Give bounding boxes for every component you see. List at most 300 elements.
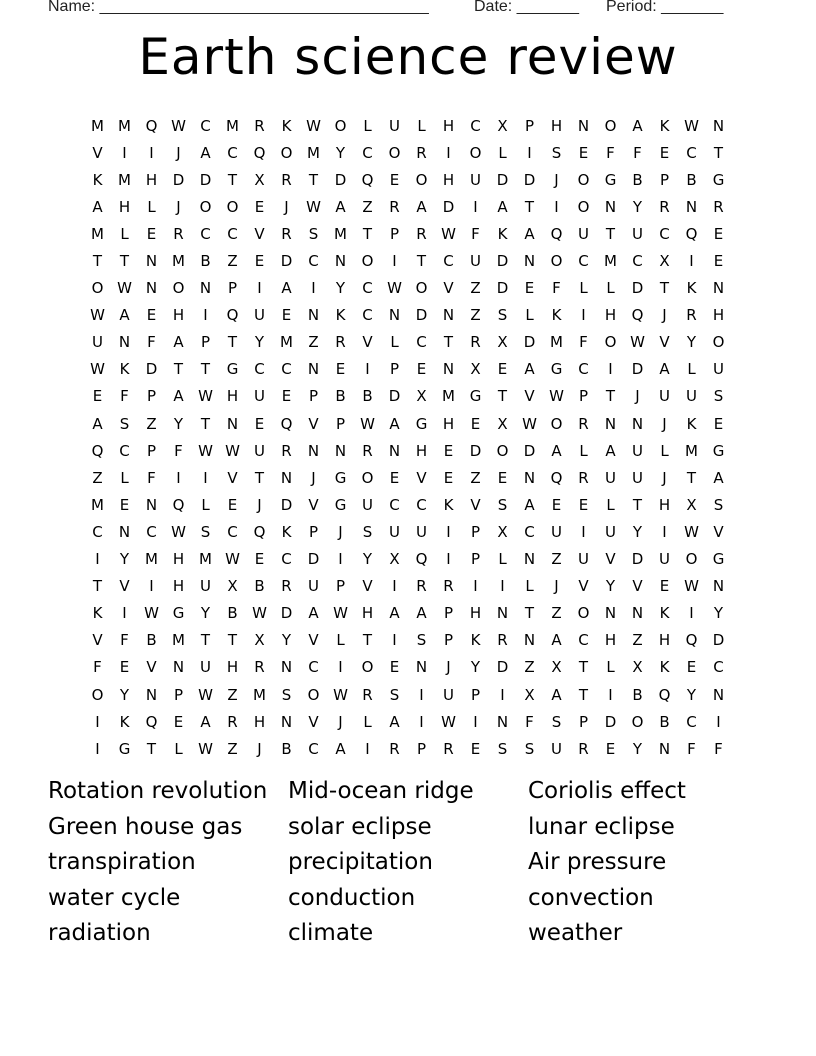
grid-letter: I bbox=[554, 197, 559, 216]
grid-letter: N bbox=[172, 658, 185, 677]
grid-letter: U bbox=[254, 441, 265, 460]
grid-letter: J bbox=[338, 522, 343, 541]
word-list-item: Rotation revolution bbox=[48, 778, 268, 804]
grid-letter: N bbox=[604, 604, 617, 623]
grid-letter: I bbox=[176, 468, 181, 487]
grid-letter: A bbox=[200, 712, 211, 731]
grid-letter: H bbox=[226, 387, 239, 406]
grid-letter: T bbox=[227, 631, 238, 650]
grid-letter: N bbox=[145, 279, 158, 298]
grid-letter: M bbox=[91, 224, 104, 243]
grid-letter: M bbox=[604, 252, 617, 271]
grid-letter: E bbox=[119, 658, 130, 677]
grid-letter: D bbox=[145, 360, 158, 379]
grid-letter: C bbox=[200, 224, 211, 243]
grid-letter: D bbox=[415, 306, 428, 325]
grid-letter: F bbox=[633, 143, 642, 162]
grid-letter: G bbox=[415, 414, 428, 433]
grid-letter: D bbox=[631, 279, 644, 298]
grid-letter: V bbox=[119, 577, 130, 596]
grid-letter: E bbox=[254, 197, 265, 216]
grid-letter: N bbox=[280, 468, 293, 487]
grid-letter: W bbox=[198, 739, 213, 758]
page-title: Earth science review bbox=[138, 28, 678, 86]
grid-letter: T bbox=[200, 631, 211, 650]
grid-letter: Z bbox=[470, 468, 481, 487]
grid-letter: E bbox=[92, 387, 103, 406]
word-list-item: solar eclipse bbox=[288, 813, 432, 840]
grid-letter: I bbox=[95, 739, 100, 758]
grid-letter: U bbox=[659, 387, 670, 406]
grid-letter: W bbox=[549, 387, 564, 406]
grid-letter: F bbox=[147, 333, 156, 352]
grid-letter: F bbox=[174, 441, 183, 460]
grid-letter: Y bbox=[362, 550, 373, 569]
grid-letter: B bbox=[254, 577, 265, 596]
grid-letter: A bbox=[524, 360, 535, 379]
grid-letter: E bbox=[416, 360, 427, 379]
grid-letter: H bbox=[604, 306, 617, 325]
grid-letter: I bbox=[257, 279, 262, 298]
grid-letter: T bbox=[362, 631, 373, 650]
grid-letter: D bbox=[523, 333, 536, 352]
grid-letter: D bbox=[307, 550, 320, 569]
grid-letter: O bbox=[685, 550, 698, 569]
grid-letter: I bbox=[392, 577, 397, 596]
grid-letter: B bbox=[632, 685, 643, 704]
grid-letter: T bbox=[713, 143, 724, 162]
grid-letter: B bbox=[200, 252, 211, 271]
grid-letter: R bbox=[281, 577, 292, 596]
grid-letter: V bbox=[254, 224, 265, 243]
grid-letter: E bbox=[713, 224, 724, 243]
grid-letter: X bbox=[659, 252, 670, 271]
grid-letter: T bbox=[227, 333, 238, 352]
grid-letter: V bbox=[578, 577, 589, 596]
grid-letter: I bbox=[419, 685, 424, 704]
grid-letter: N bbox=[334, 252, 347, 271]
grid-letter: C bbox=[308, 739, 319, 758]
grid-letter: P bbox=[470, 550, 481, 569]
grid-letter: V bbox=[362, 577, 373, 596]
grid-letter: A bbox=[524, 224, 535, 243]
grid-letter: M bbox=[91, 495, 104, 514]
grid-letter: F bbox=[579, 333, 588, 352]
grid-letter: S bbox=[308, 224, 319, 243]
grid-letter: N bbox=[388, 441, 401, 460]
grid-letter: L bbox=[147, 197, 156, 216]
grid-letter: S bbox=[497, 739, 508, 758]
grid-letter: K bbox=[497, 224, 508, 243]
grid-letter: N bbox=[523, 631, 536, 650]
grid-letter: O bbox=[226, 197, 239, 216]
grid-letter: F bbox=[471, 224, 480, 243]
grid-letter: O bbox=[469, 143, 482, 162]
grid-letter: H bbox=[226, 658, 239, 677]
grid-letter: V bbox=[713, 522, 724, 541]
grid-letter: E bbox=[254, 550, 265, 569]
grid-letter: S bbox=[200, 522, 211, 541]
grid-letter: U bbox=[92, 333, 103, 352]
grid-letter: U bbox=[713, 360, 724, 379]
grid-letter: T bbox=[173, 360, 184, 379]
grid-letter: V bbox=[146, 658, 157, 677]
grid-letter: U bbox=[632, 468, 643, 487]
grid-letter: W bbox=[198, 685, 213, 704]
grid-letter: K bbox=[92, 170, 103, 189]
grid-letter: V bbox=[92, 631, 103, 650]
grid-letter: E bbox=[497, 360, 508, 379]
grid-letter: T bbox=[200, 360, 211, 379]
grid-letter: H bbox=[118, 197, 131, 216]
grid-letter: Y bbox=[632, 739, 643, 758]
grid-letter: I bbox=[473, 197, 478, 216]
grid-letter: O bbox=[604, 333, 617, 352]
grid-letter: A bbox=[308, 604, 319, 623]
grid-letter: L bbox=[579, 279, 588, 298]
grid-letter: E bbox=[443, 468, 454, 487]
grid-letter: S bbox=[119, 414, 130, 433]
grid-letter: E bbox=[254, 414, 265, 433]
grid-letter: T bbox=[308, 170, 319, 189]
grid-letter: A bbox=[173, 333, 184, 352]
grid-letter: A bbox=[173, 387, 184, 406]
grid-letter: N bbox=[388, 306, 401, 325]
grid-letter: X bbox=[254, 631, 265, 650]
grid-letter: I bbox=[203, 468, 208, 487]
grid-letter: N bbox=[145, 685, 158, 704]
grid-letter: S bbox=[713, 387, 724, 406]
grid-letter: C bbox=[416, 495, 427, 514]
grid-letter: X bbox=[497, 116, 508, 135]
grid-letter: I bbox=[581, 522, 586, 541]
grid-letter: C bbox=[227, 224, 238, 243]
grid-letter: Y bbox=[632, 522, 643, 541]
grid-letter: Y bbox=[686, 685, 697, 704]
grid-letter: W bbox=[144, 604, 159, 623]
grid-letter: R bbox=[713, 197, 724, 216]
grid-letter: H bbox=[361, 604, 374, 623]
grid-letter: V bbox=[308, 631, 319, 650]
grid-letter: I bbox=[473, 712, 478, 731]
word-list-item: Mid-ocean ridge bbox=[288, 778, 474, 804]
grid-letter: S bbox=[281, 685, 292, 704]
grid-letter: Q bbox=[685, 224, 698, 243]
grid-letter: P bbox=[308, 387, 319, 406]
grid-letter: U bbox=[254, 387, 265, 406]
grid-letter: C bbox=[362, 306, 373, 325]
grid-letter: L bbox=[120, 224, 129, 243]
grid-letter: G bbox=[226, 360, 239, 379]
grid-letter: T bbox=[146, 739, 157, 758]
grid-letter: N bbox=[496, 712, 509, 731]
grid-letter: B bbox=[362, 387, 373, 406]
grid-letter: U bbox=[578, 550, 589, 569]
grid-letter: G bbox=[604, 170, 617, 189]
grid-letter: Z bbox=[632, 631, 643, 650]
grid-letter: M bbox=[145, 550, 158, 569]
grid-letter: T bbox=[632, 495, 643, 514]
grid-letter: R bbox=[389, 197, 400, 216]
grid-letter: T bbox=[605, 387, 616, 406]
grid-letter: N bbox=[712, 685, 725, 704]
grid-letter: A bbox=[389, 414, 400, 433]
grid-letter: F bbox=[714, 739, 723, 758]
grid-letter: M bbox=[118, 170, 131, 189]
grid-letter: G bbox=[118, 739, 131, 758]
grid-letter: M bbox=[226, 116, 239, 135]
word-list-item: Green house gas bbox=[48, 813, 243, 840]
grid-letter: A bbox=[200, 143, 211, 162]
grid-letter: A bbox=[713, 468, 724, 487]
grid-letter: E bbox=[686, 658, 697, 677]
word-list-item: conduction bbox=[288, 884, 416, 911]
grid-letter: N bbox=[307, 441, 320, 460]
grid-letter: L bbox=[525, 306, 534, 325]
grid-letter: C bbox=[281, 550, 292, 569]
grid-letter: P bbox=[389, 360, 400, 379]
grid-letter: T bbox=[443, 333, 454, 352]
grid-letter: M bbox=[334, 224, 347, 243]
word-list-item: convection bbox=[528, 884, 654, 911]
grid-letter: L bbox=[417, 116, 426, 135]
grid-letter: Q bbox=[145, 116, 158, 135]
grid-letter: Q bbox=[172, 495, 185, 514]
grid-letter: Z bbox=[470, 306, 481, 325]
grid-letter: N bbox=[199, 279, 212, 298]
grid-letter: O bbox=[631, 712, 644, 731]
grid-letter: T bbox=[200, 414, 211, 433]
grid-letter: L bbox=[606, 658, 615, 677]
grid-letter: V bbox=[92, 143, 103, 162]
grid-letter: J bbox=[311, 468, 316, 487]
grid-letter: T bbox=[578, 685, 589, 704]
grid-letter: L bbox=[390, 333, 399, 352]
grid-letter: J bbox=[662, 414, 667, 433]
grid-letter: U bbox=[389, 522, 400, 541]
grid-letter: V bbox=[443, 279, 454, 298]
grid-letter: V bbox=[308, 414, 319, 433]
grid-letter: W bbox=[441, 224, 456, 243]
grid-letter: Z bbox=[362, 197, 373, 216]
grid-letter: X bbox=[524, 685, 535, 704]
grid-letter: P bbox=[335, 577, 346, 596]
grid-letter: R bbox=[443, 577, 454, 596]
grid-letter: Q bbox=[91, 441, 104, 460]
grid-letter: D bbox=[280, 252, 293, 271]
word-list-item: lunar eclipse bbox=[528, 813, 675, 840]
grid-letter: Z bbox=[227, 685, 238, 704]
grid-letter: N bbox=[307, 360, 320, 379]
grid-letter: D bbox=[280, 604, 293, 623]
grid-letter: T bbox=[92, 252, 103, 271]
grid-letter: N bbox=[523, 468, 536, 487]
grid-letter: N bbox=[658, 739, 671, 758]
grid-letter: I bbox=[392, 252, 397, 271]
grid-letter: K bbox=[119, 360, 130, 379]
grid-letter: I bbox=[689, 604, 694, 623]
grid-letter: D bbox=[172, 170, 185, 189]
grid-letter: O bbox=[577, 604, 590, 623]
grid-letter: T bbox=[659, 279, 670, 298]
grid-letter: F bbox=[120, 631, 129, 650]
grid-letter: I bbox=[338, 658, 343, 677]
grid-letter: J bbox=[284, 197, 289, 216]
grid-letter: I bbox=[581, 306, 586, 325]
grid-letter: N bbox=[145, 252, 158, 271]
grid-letter: O bbox=[550, 414, 563, 433]
grid-letter: N bbox=[442, 360, 455, 379]
grid-letter: J bbox=[662, 306, 667, 325]
grid-letter: N bbox=[118, 522, 131, 541]
grid-letter: S bbox=[362, 522, 373, 541]
grid-letter: P bbox=[146, 387, 157, 406]
grid-letter: Z bbox=[227, 252, 238, 271]
grid-letter: E bbox=[146, 224, 157, 243]
grid-letter: P bbox=[146, 441, 157, 460]
grid-letter: E bbox=[578, 143, 589, 162]
grid-letter: W bbox=[252, 604, 267, 623]
grid-letter: L bbox=[579, 441, 588, 460]
grid-letter: N bbox=[496, 604, 509, 623]
grid-letter: J bbox=[662, 468, 667, 487]
grid-letter: V bbox=[308, 495, 319, 514]
grid-letter: R bbox=[389, 739, 400, 758]
grid-letter: Q bbox=[550, 468, 563, 487]
grid-letter: O bbox=[172, 279, 185, 298]
grid-letter: G bbox=[550, 360, 563, 379]
grid-letter: I bbox=[446, 522, 451, 541]
grid-letter: A bbox=[389, 712, 400, 731]
grid-letter: Q bbox=[550, 224, 563, 243]
grid-letter: C bbox=[470, 116, 481, 135]
grid-letter: L bbox=[525, 577, 534, 596]
grid-letter: T bbox=[686, 468, 697, 487]
grid-letter: O bbox=[604, 116, 617, 135]
grid-letter: C bbox=[92, 522, 103, 541]
grid-letter: T bbox=[254, 468, 265, 487]
grid-letter: S bbox=[551, 143, 562, 162]
grid-letter: I bbox=[500, 685, 505, 704]
grid-letter: U bbox=[200, 658, 211, 677]
grid-letter: U bbox=[659, 550, 670, 569]
word-list-item: weather bbox=[528, 920, 623, 946]
grid-letter: L bbox=[336, 631, 345, 650]
grid-letter: A bbox=[416, 197, 427, 216]
grid-letter: N bbox=[334, 441, 347, 460]
grid-letter: E bbox=[227, 495, 238, 514]
grid-letter: N bbox=[280, 658, 293, 677]
grid-letter: Z bbox=[524, 658, 535, 677]
grid-letter: B bbox=[686, 170, 697, 189]
grid-letter: I bbox=[392, 631, 397, 650]
grid-letter: W bbox=[306, 116, 321, 135]
grid-letter: A bbox=[632, 116, 643, 135]
grid-letter: C bbox=[416, 333, 427, 352]
letter-grid bbox=[84, 112, 732, 762]
grid-letter: Z bbox=[146, 414, 157, 433]
grid-letter: D bbox=[496, 658, 509, 677]
grid-letter: V bbox=[362, 333, 373, 352]
grid-letter: A bbox=[389, 604, 400, 623]
grid-letter: R bbox=[281, 441, 292, 460]
grid-letter: R bbox=[173, 224, 184, 243]
grid-letter: G bbox=[172, 604, 185, 623]
grid-letter: M bbox=[118, 116, 131, 135]
grid-letter: A bbox=[524, 495, 535, 514]
grid-letter: I bbox=[149, 577, 154, 596]
grid-letter: W bbox=[684, 522, 699, 541]
grid-letter: P bbox=[173, 685, 184, 704]
grid-letter: Y bbox=[335, 143, 346, 162]
grid-letter: W bbox=[225, 441, 240, 460]
grid-letter: N bbox=[226, 414, 239, 433]
grid-letter: N bbox=[604, 414, 617, 433]
grid-letter: Q bbox=[280, 414, 293, 433]
grid-letter: E bbox=[551, 495, 562, 514]
word-list-item: Air pressure bbox=[528, 849, 667, 875]
grid-letter: E bbox=[470, 414, 481, 433]
grid-letter: W bbox=[522, 414, 537, 433]
grid-letter: X bbox=[416, 387, 427, 406]
grid-letter: F bbox=[552, 279, 561, 298]
grid-letter: H bbox=[604, 631, 617, 650]
grid-letter: C bbox=[146, 522, 157, 541]
grid-letter: U bbox=[551, 739, 562, 758]
grid-letter: Z bbox=[470, 279, 481, 298]
grid-letter: I bbox=[527, 143, 532, 162]
grid-letter: U bbox=[416, 522, 427, 541]
grid-letter: P bbox=[443, 631, 454, 650]
grid-letter: D bbox=[631, 360, 644, 379]
grid-letter: K bbox=[281, 116, 292, 135]
grid-letter: U bbox=[632, 441, 643, 460]
grid-letter: T bbox=[227, 170, 238, 189]
grid-letter: C bbox=[227, 143, 238, 162]
grid-letter: D bbox=[496, 252, 509, 271]
grid-letter: H bbox=[442, 116, 455, 135]
grid-letter: R bbox=[578, 414, 589, 433]
grid-letter: C bbox=[578, 252, 589, 271]
grid-letter: H bbox=[442, 170, 455, 189]
grid-letter: E bbox=[659, 143, 670, 162]
grid-letter: I bbox=[473, 577, 478, 596]
grid-letter: C bbox=[524, 522, 535, 541]
grid-letter: Y bbox=[686, 333, 697, 352]
grid-letter: Y bbox=[470, 658, 481, 677]
grid-letter: V bbox=[605, 550, 616, 569]
grid-letter: J bbox=[554, 577, 559, 596]
grid-letter: I bbox=[95, 550, 100, 569]
grid-letter: B bbox=[227, 604, 238, 623]
grid-letter: N bbox=[631, 414, 644, 433]
grid-letter: C bbox=[308, 658, 319, 677]
grid-letter: J bbox=[446, 658, 451, 677]
grid-letter: B bbox=[146, 631, 157, 650]
grid-letter: K bbox=[281, 522, 292, 541]
grid-letter: D bbox=[523, 170, 536, 189]
grid-letter: L bbox=[498, 143, 507, 162]
grid-letter: P bbox=[335, 414, 346, 433]
grid-letter: I bbox=[122, 604, 127, 623]
grid-letter: X bbox=[389, 550, 400, 569]
grid-letter: O bbox=[334, 116, 347, 135]
word-list-item: transpiration bbox=[48, 849, 196, 875]
grid-letter: Q bbox=[226, 306, 239, 325]
grid-letter: W bbox=[198, 387, 213, 406]
grid-letter: J bbox=[554, 170, 559, 189]
grid-letter: S bbox=[497, 306, 508, 325]
